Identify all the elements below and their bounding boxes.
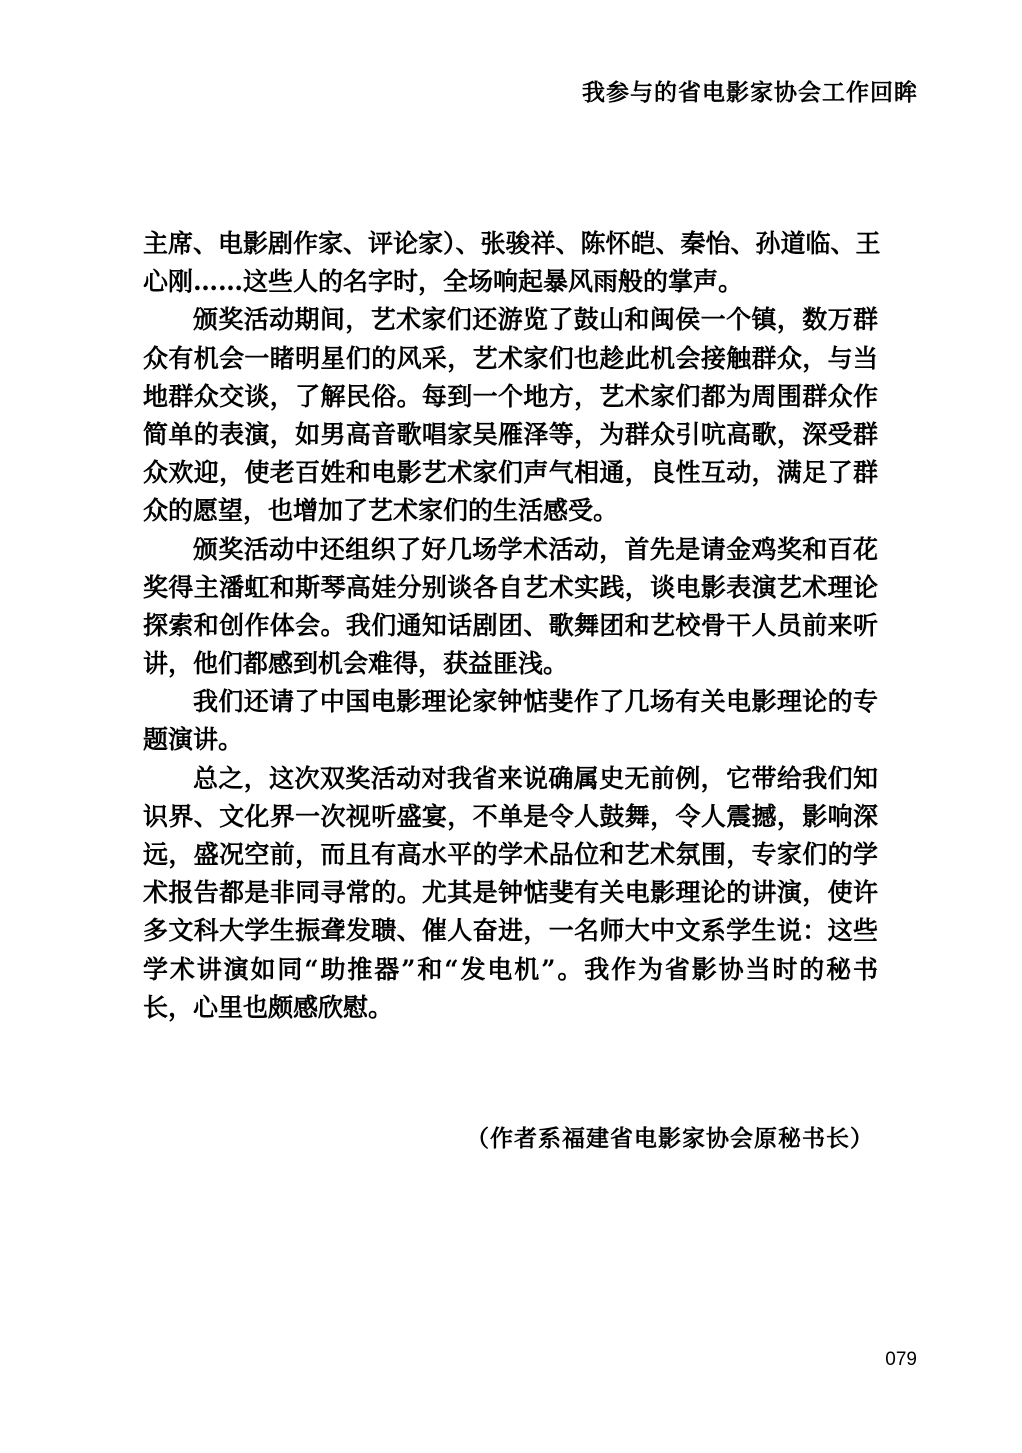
body-line-1: 主席、电影剧作家、评论家）、张骏祥、陈怀皑、秦怡、孙道临、王 <box>143 229 881 258</box>
body-line-8: 众的愿望，也增加了艺术家们的生活感受。 <box>143 496 619 526</box>
running-header-title: 我参与的省电影家协会工作回眸 <box>582 79 918 106</box>
body-line-13: 我们还请了中国电影理论家钟惦斐作了几场有关电影理论的专 <box>193 687 878 717</box>
body-line-7: 众欢迎，使老百姓和电影艺术家们声气相通，良性互动，满足了群 <box>143 458 878 488</box>
body-line-16: 识界、文化界一次视听盛宴，不单是令人鼓舞，令人震撼，影响深 <box>143 801 878 831</box>
body-line-12: 讲，他们都感到机会难得，获益匪浅。 <box>143 649 569 679</box>
body-line-15: 总之，这次双奖活动对我省来说确属史无前例，它带给我们知 <box>193 763 878 793</box>
article-body <box>143 225 881 1027</box>
body-line-14: 题演讲。 <box>143 725 244 755</box>
body-line-20: 学术讲演如同“助推器”和“发电机”。我作为省影协当时的秘书 <box>143 954 878 984</box>
body-line-9: 颁奖活动中还组织了好几场学术活动，首先是请金鸡奖和百花 <box>193 534 878 564</box>
body-line-19: 多文科大学生振聋发聩、催人奋进，一名师大中文系学生说：这些 <box>143 916 878 946</box>
body-line-2: 心刚……这些人的名字时，全场响起暴风雨般的掌声。 <box>143 267 744 297</box>
body-line-5: 地群众交谈，了解民俗。每到一个地方，艺术家们都为周围群众作 <box>143 381 878 411</box>
body-line-10: 奖得主潘虹和斯琴高娃分别谈各自艺术实践，谈电影表演艺术理论 <box>143 572 878 602</box>
body-line-21: 长，心里也颇感欣慰。 <box>143 992 394 1022</box>
body-line-6: 简单的表演，如男高音歌唱家吴雁泽等，为群众引吭高歌，深受群 <box>143 419 878 449</box>
author-note: （作者系福建省电影家协会原秘书长） <box>466 1125 874 1152</box>
page-number: 079 <box>885 1349 917 1370</box>
body-line-17: 远，盛况空前，而且有高水平的学术品位和艺术氛围，专家们的学 <box>143 840 878 869</box>
body-line-3: 颁奖活动期间，艺术家们还游览了鼓山和闽侯一个镇，数万群 <box>193 305 878 335</box>
body-line-11: 探索和创作体会。我们通知话剧团、歌舞团和艺校骨干人员前来听 <box>143 610 878 640</box>
body-line-4: 众有机会一睹明星们的风采，艺术家们也趁此机会接触群众，与当 <box>143 343 878 373</box>
body-line-18: 术报告都是非同寻常的。尤其是钟惦斐有关电影理论的讲演，使许 <box>143 878 878 908</box>
